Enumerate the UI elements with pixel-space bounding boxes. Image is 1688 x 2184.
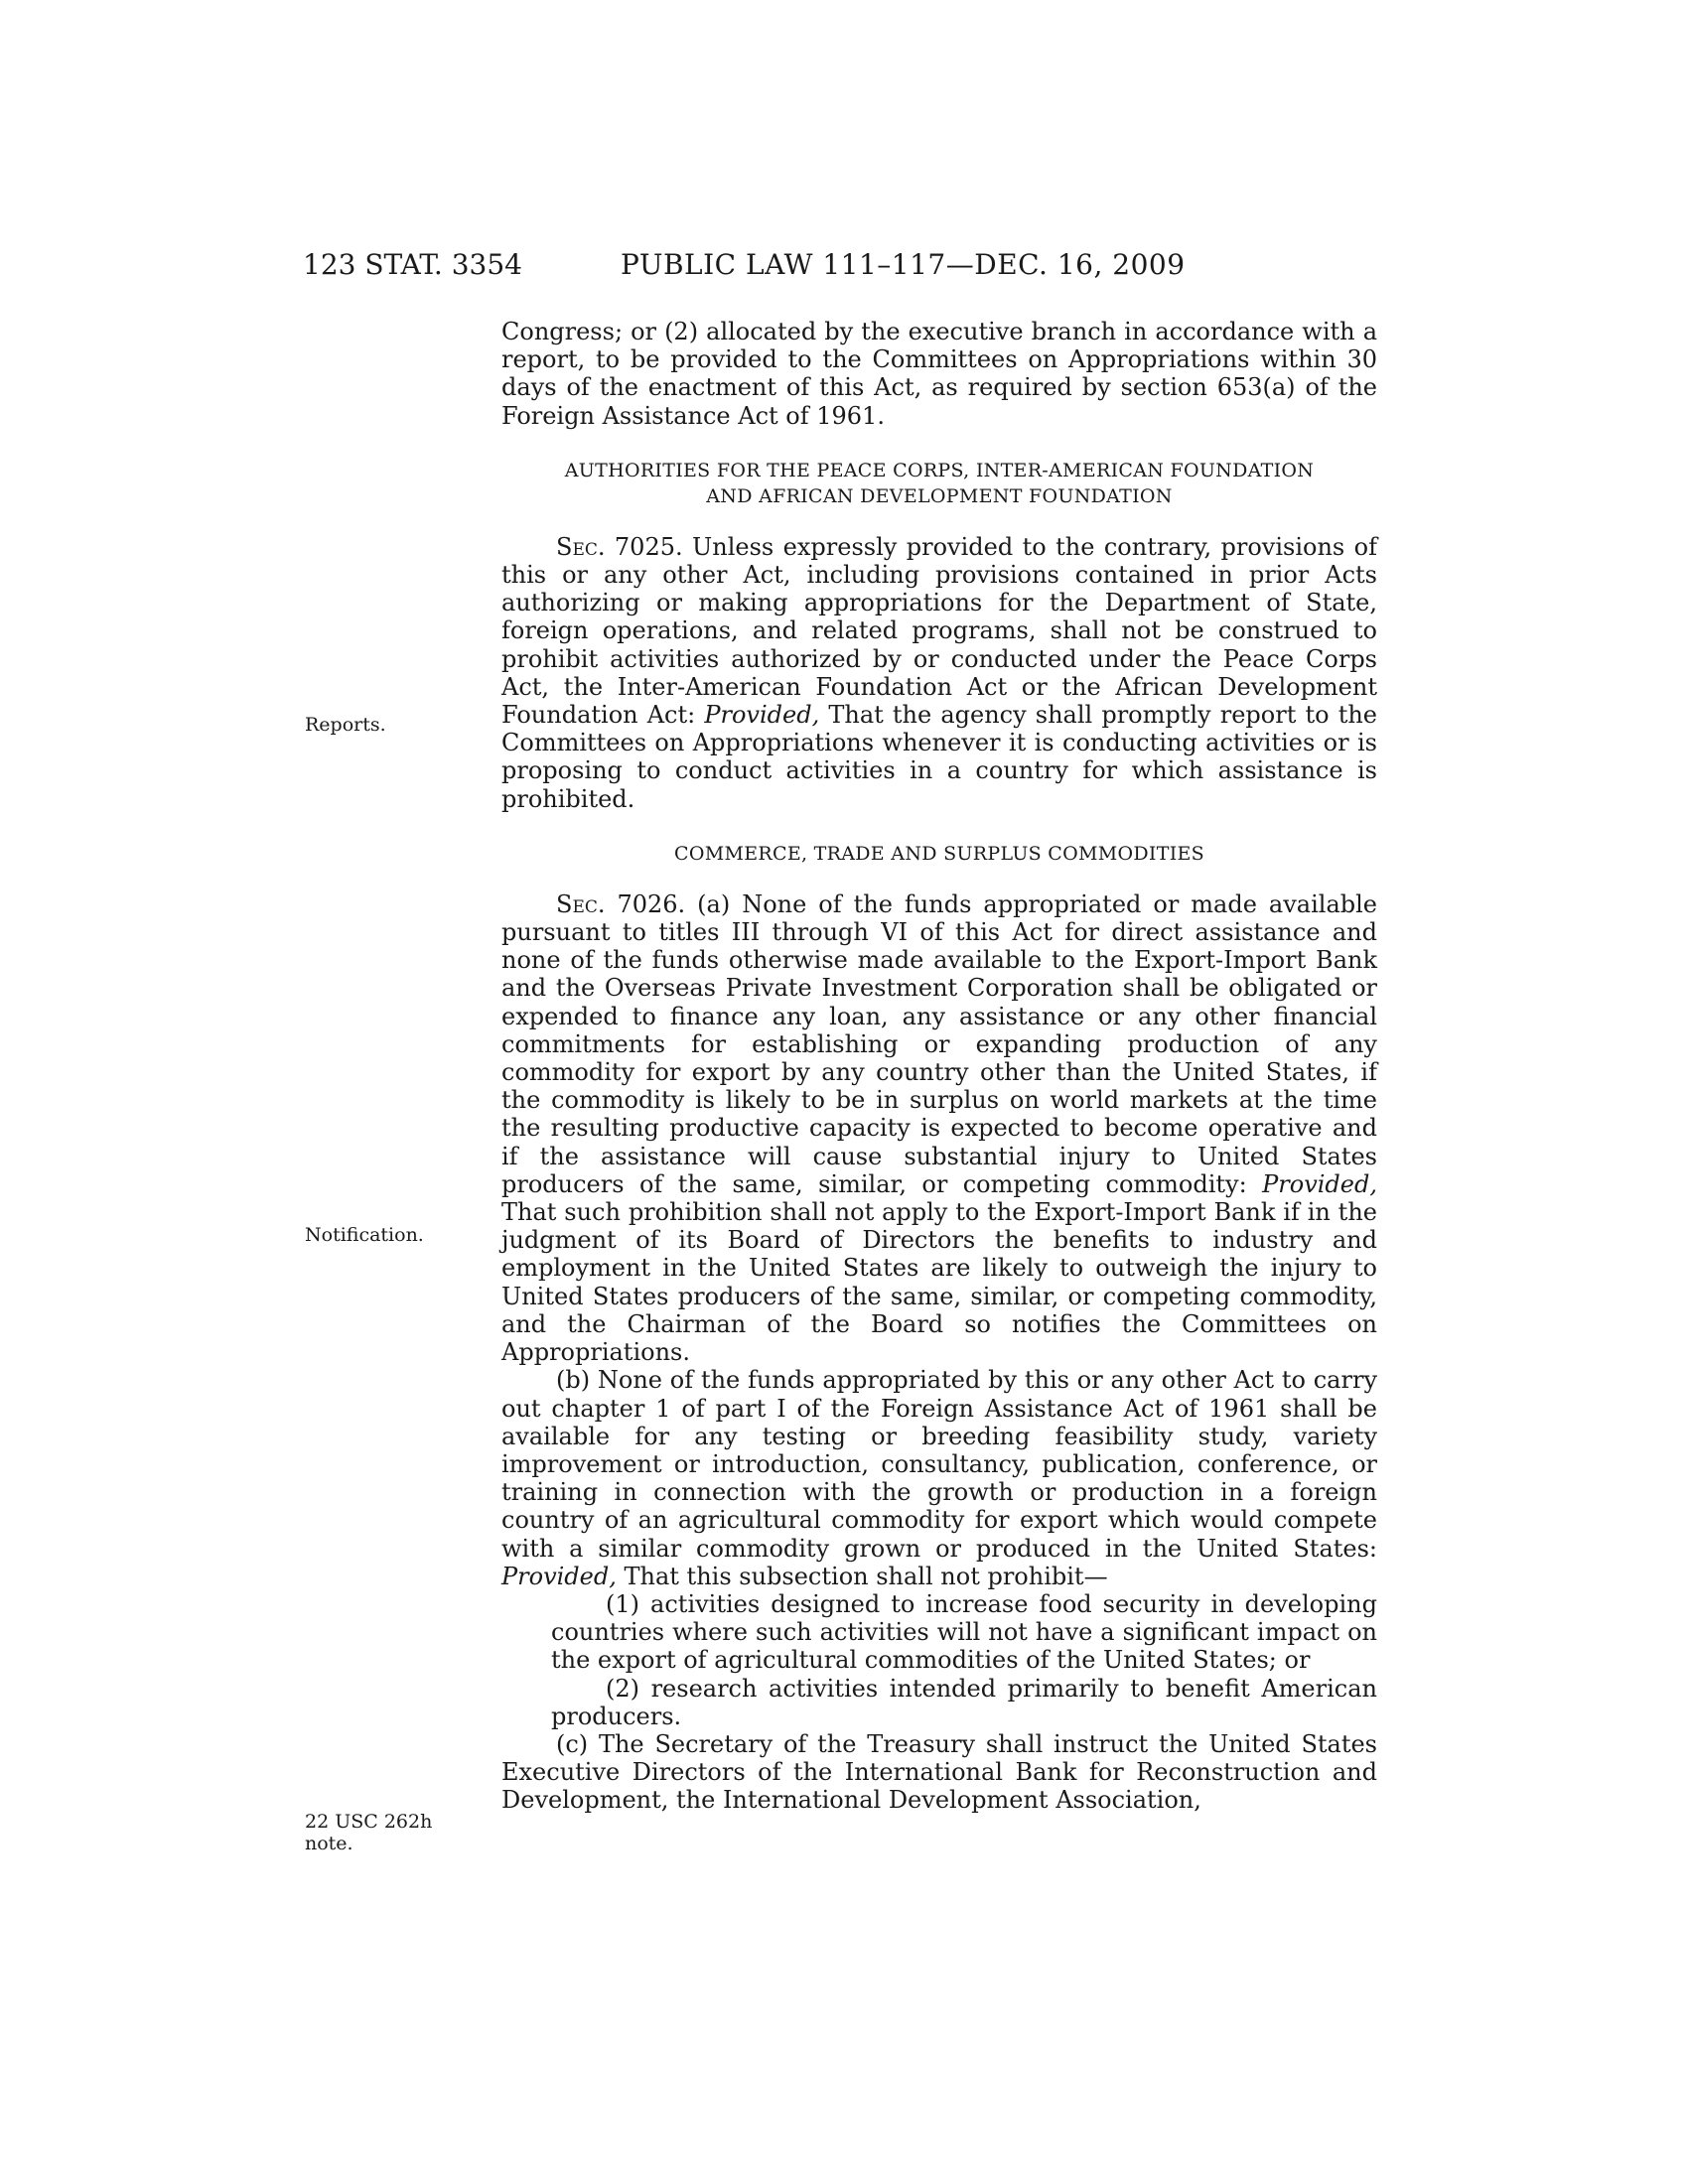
section-heading-7026: COMMERCE, TRADE AND SURPLUS COMMODITIES [673,842,1204,865]
margin-note-notification: Notification. [305,1224,424,1246]
usc-citation-note: note. [305,1833,353,1854]
page-header [303,248,1375,288]
section-7026b-paragraph [501,1366,1377,1590]
margin-note-usc-citation [305,1811,432,1854]
list-item-1: (1) activities designed to increase food security in developing countries where such activities will not have a significant impact on the export of agricultural commodities of the United States; or [551,1589,1377,1675]
section-7025-paragraph [501,533,1377,813]
provided-proviso: Provided, [704,701,820,730]
usc-citation-line: 22 USC 262h [305,1811,433,1833]
section-7026a-paragraph [501,890,1377,1366]
section-text: That this subsection shall not prohibit— [616,1562,1108,1590]
section-text: (a) None of the funds appropriated or made available pursuant to titles III through VI of this Act for direct assistance and none of the funds otherwise made available to the Export-Import Bank and the Overseas Private Investment Corporation shall be obligated or expended to finance any loan, any assistance or any other financial commitments for establishing or expanding production of any commodity for export by any country other than the United States, if the commodity is likely to be in surplus on world markets at the time the resulting productive capacity is expected to become operative and if the assistance will cause substantial injury to United States producers of the same, similar, or competing commodity: [501,889,1377,1198]
section-text: (b) None of the funds appropriated by this or any other Act to carry out chapter 1 of part I of the Foreign Assistance Act of 1961 shall be available for any testing or breeding feasibility study, variety improvement or introduction, consultancy, publication, conference, or training in connection with the growth or production in a foreign country of an agricultural commodity for export which would compete with a similar commodity grown or produced in the United States: [501,1366,1377,1563]
stat-citation: 123 STAT. 3354 [303,248,522,281]
margin-note-reports: Reports. [305,714,386,736]
heading-line: AUTHORITIES FOR THE PEACE CORPS, INTER-AMERICAN FOUNDATION [564,459,1315,481]
main-text [501,318,1377,1815]
section-label: Sec. 7026. [556,889,686,918]
provided-proviso: Provided, [501,1562,617,1590]
running-head: PUBLIC LAW 111–117—DEC. 16, 2009 [621,248,1186,281]
continuation-paragraph: Congress; or (2) allocated by the executive branch in accordance with a report, to be provided to the Committees on Appropriations within 30 days of the enactment of this Act, as required by section 653(a) of the Foreign Assistance Act of 1961. [501,318,1377,430]
list-item-2: (2) research activities intended primarily to benefit American producers. [551,1674,1377,1730]
provided-proviso: Provided, [1262,1169,1377,1198]
section-text: Unless expressly provided to the contrary, provisions of this or any other Act, including provisions contained in prior Acts authorizing or making appropriations for the Department of State, foreign operations, and related programs, shall not be construed to prohibit activities authorized by or conducted under the Peace Corps Act, the Inter-American Foundation Act or the African Development Foundation Act: [501,532,1378,730]
section-7026c-paragraph: (c) The Secretary of the Treasury shall instruct the United States Executive Directors of the International Bank for Reconstruction and Development, the International Development Association, [501,1729,1377,1815]
section-text: That such prohibition shall not apply to the Export-Import Bank if in the judgment of its Board of Directors the benefits to industry and employment in the United States are likely to outweigh the injury to United States producers of the same, similar, or competing commodity, and the Chairman of the Board so notifies the Committees on Appropriations. [501,1198,1377,1367]
section-label: Sec. 7025. [556,532,683,561]
section-text: That the agency shall promptly report to the Committees on Appropriations whenever it is conducting activities or is proposing to conduct activities in a country for which assistance is prohibited. [501,701,1377,813]
heading-line: AND AFRICAN DEVELOPMENT FOUNDATION [706,484,1173,507]
section-heading-7025 [501,458,1377,509]
